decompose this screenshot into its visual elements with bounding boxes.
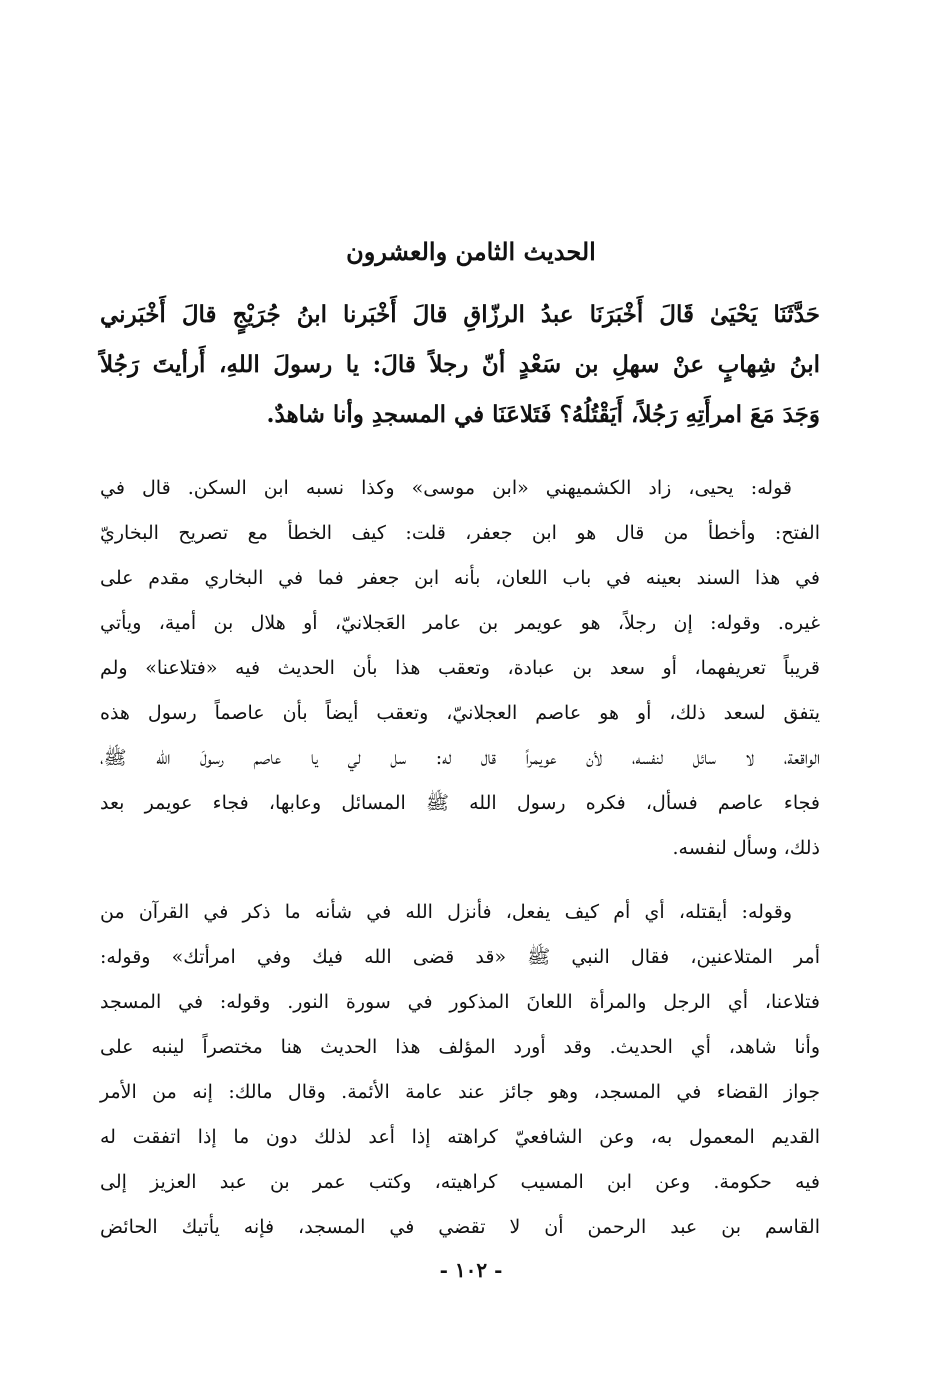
paragraph-line: القديم المعمول به، وعن الشافعيّ كراهته إذا أعد لذلك دون ما إذا اتفقت له — [100, 1126, 820, 1148]
paragraph-line: فجاء عاصم فسأل، فكره رسول الله ﷺ المسائل وعابها، فجاء عويمر بعد — [100, 792, 820, 814]
paragraph-line: فيه حكومة. وعن ابن المسيب كراهيته، وكتب عمر بن عبد العزيز إلى — [100, 1171, 820, 1193]
paragraph-line: فتلاعنا، أي الرجل والمرأة اللعانَ المذكور في سورة النور. وقوله: في المسجد — [100, 991, 820, 1013]
paragraph-line: الواقعة، لا سائل لنفسه، لأن عويمراً قال له: سل لي يا عاصم رسولَ الله ﷺ، — [100, 747, 820, 769]
paragraph-line: القاسم بن عبد الرحمن أن لا تقضي في المسجد، فإنه يأتيك الحائض — [100, 1216, 820, 1238]
paragraph-line: غيره. وقوله: إن رجلاً، هو عويمر بن عامر العَجلانيّ، أو هلال بن أمية، ويأتي — [100, 612, 820, 634]
paragraph-line: أمر المتلاعنين، فقال النبي ﷺ «قد قضى الله فيك وفي امرأتك» وقوله: — [100, 946, 820, 968]
paragraph-line: يتفق لسعد ذلك، أو هو عاصم العجلانيّ، وتعقب أيضاً بأن عاصماً رسول هذه — [100, 702, 820, 724]
paragraph-line: جواز القضاء في المسجد، وهو جائز عند عامة الأئمة. وقال مالك: إنه من الأمر — [100, 1081, 820, 1103]
paragraph-line: وقوله: أيقتله، أي أم كيف يفعل، فأنزل الله في شأنه ما ذكر في القرآن من — [100, 901, 792, 923]
paragraph-line: وأنا شاهد، أي الحديث. وقد أورد المؤلف هذا الحديث هنا مختصراً لينبه على — [100, 1036, 820, 1058]
paragraph-line: قريباً تعريفهما، أو سعد بن عبادة، وتعقب هذا بأن الحديث فيه «فتلاعنا» ولم — [100, 657, 820, 679]
hadith-line: وَجَدَ مَعَ امرأَتِهِ رَجُلاً، أَيَقْتُلُهُ؟ فَتَلاعَنَا في المسجدِ وأنا شاهدٌ. — [266, 401, 820, 428]
page-title: الحديث الثامن والعشرون — [346, 237, 596, 266]
paragraph-line: في هذا السند بعينه في باب اللعان، بأنه ابن جعفر فما في البخاري مقدم على — [100, 567, 820, 589]
commentary-paragraph-1 — [100, 466, 820, 871]
paragraph-line: الفتح: وأخطأ من قال هو ابن جعفر، قلت: كيف الخطأ مع تصريح البخاريّ — [100, 522, 820, 544]
hadith-line: ابنُ شِهابٍ عنْ سهلِ بن سَعْدٍ أنّ رجلاً قالَ: يا رسولَ اللهِ، أَرأيتَ رَجُلاً — [100, 351, 820, 378]
page-number: - ١٠٢ - — [439, 1258, 503, 1282]
paragraph-line: ذلك، وسأل لنفسه. — [672, 837, 820, 859]
commentary-paragraph-2 — [100, 890, 820, 1250]
hadith-text — [100, 290, 820, 440]
hadith-line: حَدَّثَنَا يَحْيَىٰ قَالَ أَخْبَرَنَا عبدُ الرزّاقِ قالَ أَخْبَرنا ابنُ جُرَيْجٍ قالَ أَخْبَرني — [100, 301, 820, 328]
paragraph-line: قوله: يحيى، زاد الكشميهني «ابن موسى» وكذا نسبه ابن السكن. قال في — [100, 477, 792, 499]
